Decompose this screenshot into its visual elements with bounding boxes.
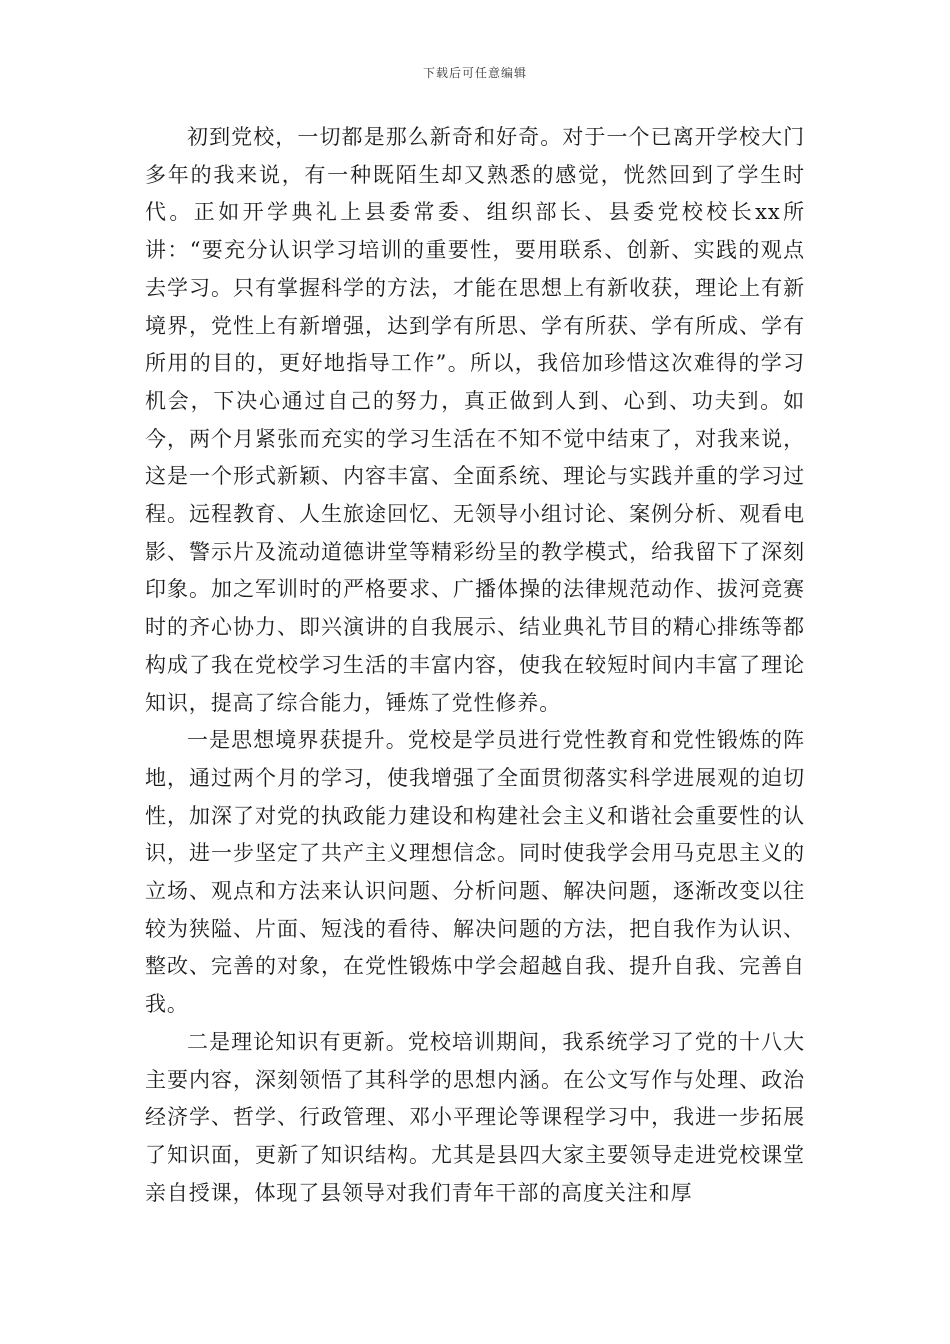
document-body: [145, 119, 805, 1212]
paragraph-theory-knowledge: 二是理论知识有更新。党校培训期间，我系统学习了党的十八大主要内容，深刻领悟了其科学的思想内涵。在公文写作与处理、政治经济学、哲学、行政管理、邓小平理论等课程学习中，我进一步拓展了知识面，更新了知识结构。尤其是县四大家主要领导走进党校课堂亲自授课，体现了县领导对我们青年干部的高度关注和厚: [145, 1029, 805, 1205]
paragraph-thought-realm: 一是思想境界获提升。党校是学员进行党性教育和党性锻炼的阵地，通过两个月的学习，使我增强了全面贯彻落实科学进展观的迫切性，加深了对党的执政能力建设和构建社会主义和谐社会重要性的认识，进一步坚定了共产主义理想信念。同时使我学会用马克思主义的立场、观点和方法来认识问题、分析问题、解决问题，逐渐改变以往较为狭隘、片面、短浅的看待、解决问题的方法，把自我作为认识、整改、完善的对象，在党性锻炼中学会超越自我、提升自我、完善自我。: [145, 728, 805, 1017]
paragraph-intro: 初到党校，一切都是那么新奇和好奇。对于一个已离开学校大门多年的我来说，有一种既陌生却又熟悉的感觉，恍然回到了学生时代。正如开学典礼上县委常委、组织部长、县委党校校长xx所讲：“要充分认识学习培训的重要性，要用联系、创新、实践的观点去学习。只有掌握科学的方法，才能在思想上有新收获，理论上有新境界，党性上有新增强，达到学有所思、学有所获、学有所成、学有所用的目的，更好地指导工作”。所以，我倍加珍惜这次难得的学习机会，下决心通过自己的努力，真正做到人到、心到、功夫到。如今，两个月紧张而充实的学习生活在不知不觉中结束了，对我来说，这是一个形式新颖、内容丰富、全面系统、理论与实践并重的学习过程。远程教育、人生旅途回忆、无领导小组讨论、案例分析、观看电影、警示片及流动道德讲堂等精彩纷呈的教学模式，给我留下了深刻印象。加之军训时的严格要求、广播体操的法律规范动作、拔河竞赛时的齐心协力、即兴演讲的自我展示、结业典礼节目的精心排练等都构成了我在党校学习生活的丰富内容，使我在较短时间内丰富了理论知识，提高了综合能力，锤炼了党性修养。: [145, 125, 805, 715]
page-header: 下载后可任意编辑: [422, 66, 527, 80]
